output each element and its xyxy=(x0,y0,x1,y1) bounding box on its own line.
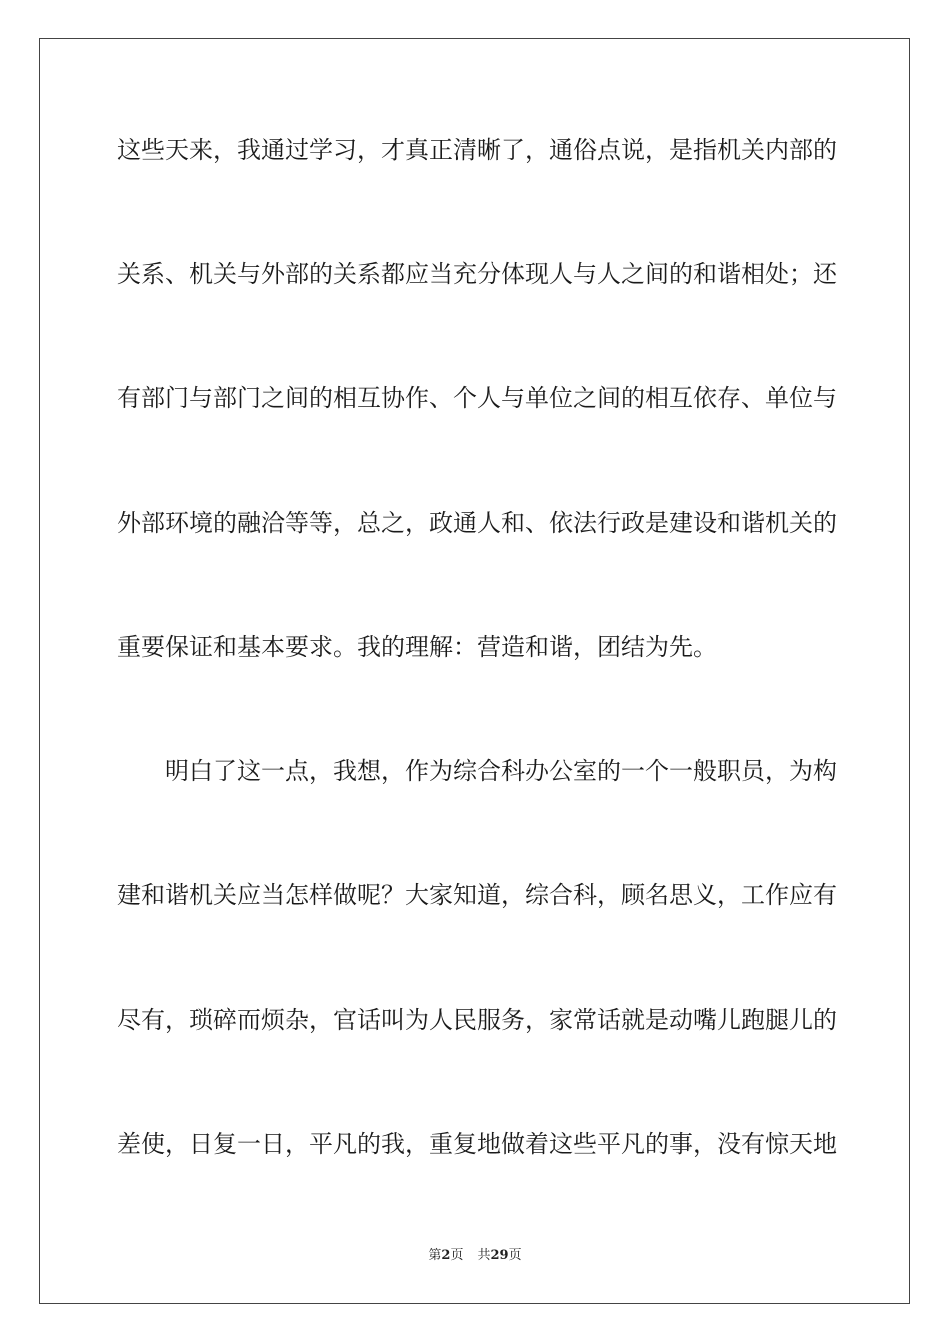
paragraph-first-line: 明白了这一点，我想，作为综合科办公室的一个一般职员，为构 xyxy=(165,757,837,785)
body-text-line: 这些天来，我通过学习，才真正清晰了，通俗点说，是指机关内部的 xyxy=(117,136,837,164)
page-number: 2 xyxy=(441,1248,451,1263)
page-suffix: 页 xyxy=(450,1248,464,1263)
body-text-line: 尽有，琐碎而烦杂，官话叫为人民服务，家常话就是动嘴儿跑腿儿的 xyxy=(117,1006,837,1034)
page-footer xyxy=(0,1247,950,1265)
body-text-line: 重要保证和基本要求。我的理解：营造和谐，团结为先。 xyxy=(117,633,717,661)
body-text-line: 建和谐机关应当怎样做呢？大家知道，综合科，顾名思义，工作应有 xyxy=(117,881,837,909)
body-text-line: 外部环境的融洽等等，总之，政通人和、依法行政是建设和谐机关的 xyxy=(117,509,837,537)
page-prefix: 第 xyxy=(428,1248,442,1263)
total-pages: 29 xyxy=(490,1248,509,1263)
body-text-line: 有部门与部门之间的相互协作、个人与单位之间的相互依存、单位与 xyxy=(117,384,837,412)
body-text-line: 关系、机关与外部的关系都应当充分体现人与人之间的和谐相处；还 xyxy=(117,260,837,288)
body-text-line: 差使，日复一日，平凡的我，重复地做着这些平凡的事，没有惊天地 xyxy=(117,1130,837,1158)
page-border xyxy=(39,38,910,1304)
total-prefix: 共 xyxy=(477,1248,491,1263)
total-suffix: 页 xyxy=(508,1248,522,1263)
